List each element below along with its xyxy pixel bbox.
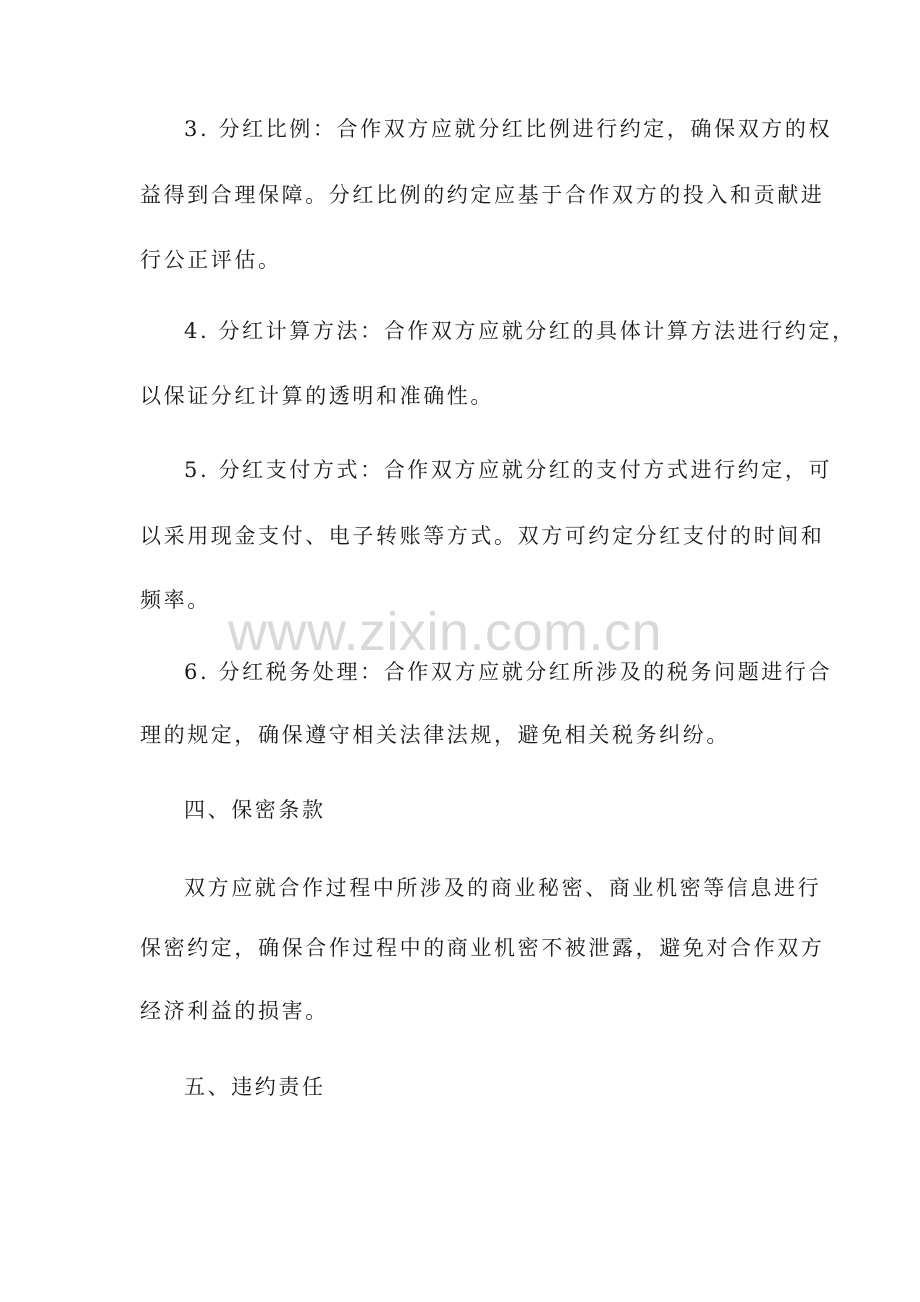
paragraph-4-line-2: 以保证分红计算的透明和准确性。 bbox=[140, 384, 494, 408]
paragraph-5-line-3: 频率。 bbox=[140, 588, 211, 612]
paragraph-3-line-3: 行公正评估。 bbox=[140, 248, 282, 272]
confidentiality-line-2: 保密约定，确保合作过程中的商业机密不被泄露，避免对合作双方 bbox=[140, 936, 825, 960]
confidentiality-line-3: 经济利益的损害。 bbox=[140, 999, 329, 1023]
paragraph-3-line-2: 益得到合理保障。分红比例的约定应基于合作双方的投入和贡献进 bbox=[140, 183, 825, 207]
paragraph-3-line-1: 3. 分红比例：合作双方应就分红比例进行约定，确保双方的权 bbox=[184, 117, 833, 141]
paragraph-5-line-2: 以采用现金支付、电子转账等方式。双方可约定分红支付的时间和 bbox=[140, 524, 825, 548]
confidentiality-line-1: 双方应就合作过程中所涉及的商业秘密、商业机密等信息进行 bbox=[184, 876, 822, 900]
watermark: www.zixin.com.cn bbox=[228, 602, 663, 662]
paragraph-6-line-1: 6. 分红税务处理：合作双方应就分红所涉及的税务问题进行合 bbox=[184, 660, 833, 684]
paragraph-6-line-2: 理的规定，确保遵守相关法律法规，避免相关税务纠纷。 bbox=[140, 723, 730, 747]
section-heading-breach: 五、违约责任 bbox=[184, 1075, 326, 1099]
section-heading-confidentiality: 四、保密条款 bbox=[184, 798, 326, 822]
paragraph-4-line-1: 4. 分红计算方法：合作双方应就分红的具体计算方法进行约定， bbox=[184, 319, 856, 343]
paragraph-5-line-1: 5. 分红支付方式：合作双方应就分红的支付方式进行约定，可 bbox=[184, 458, 833, 482]
